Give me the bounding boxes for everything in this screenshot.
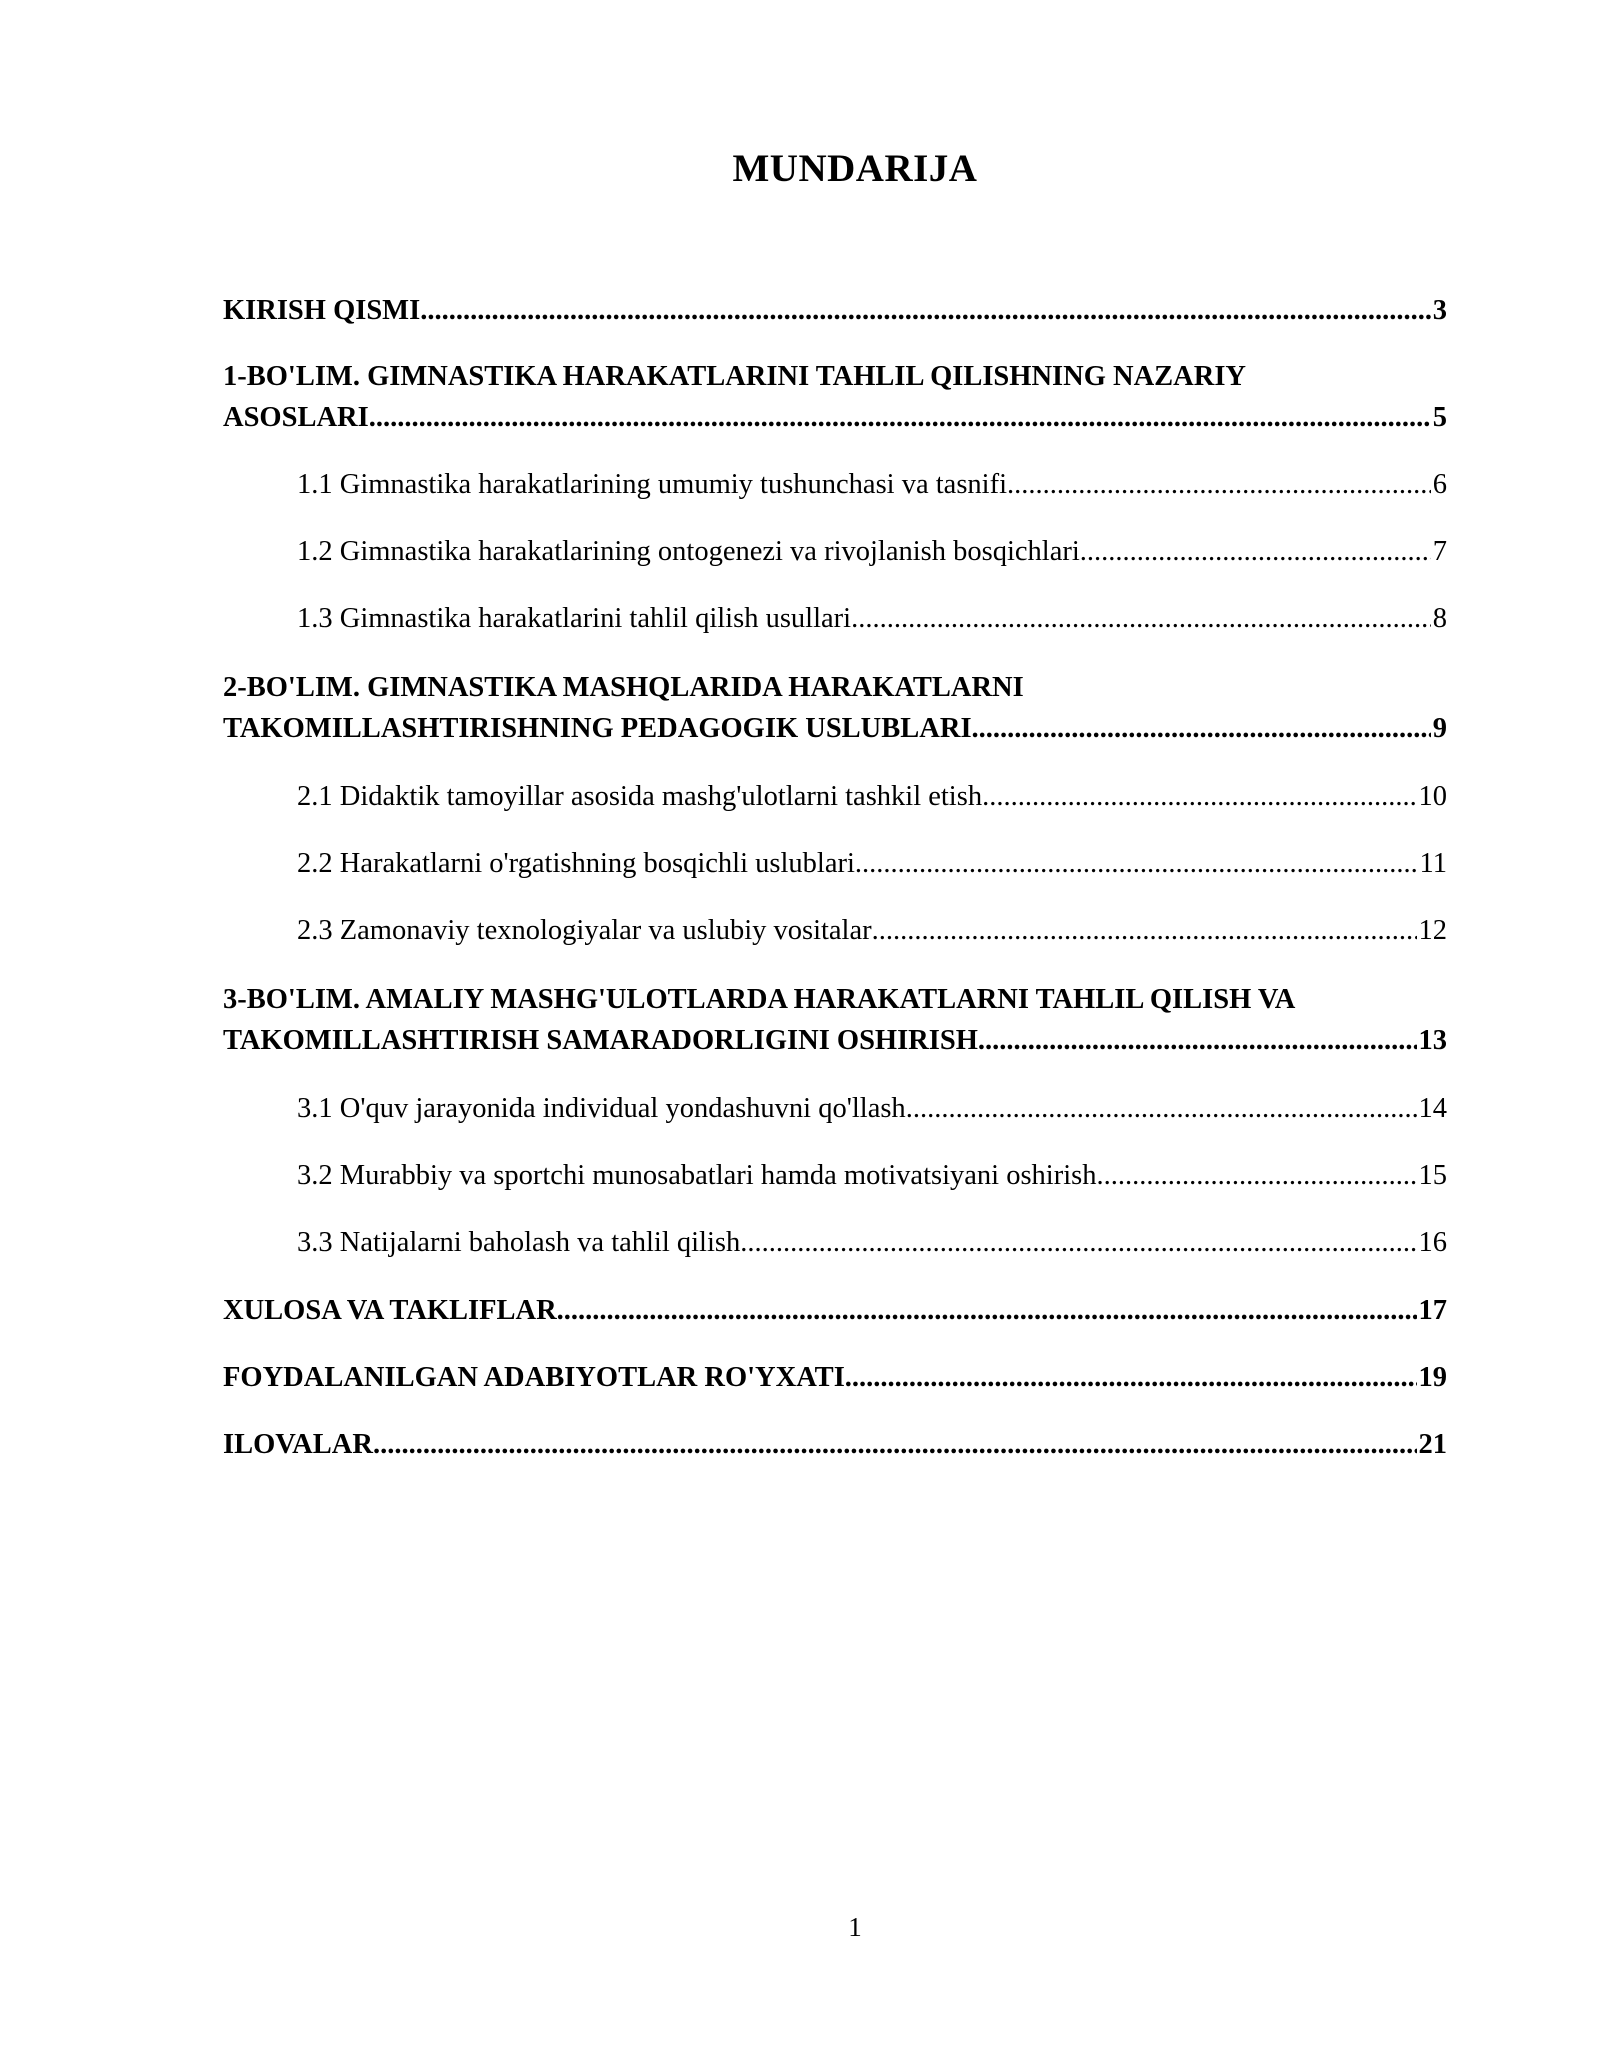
toc-page-number: 11 [1419,848,1447,879]
toc-dot-leader [851,598,1431,639]
toc-entry-label: TAKOMILLASHTIRISHNING PEDAGOGIK USLUBLARI [223,713,972,744]
toc-dot-leader [1080,531,1431,572]
page-number: 1 [848,1912,862,1942]
toc-page-number: 17 [1418,1295,1447,1326]
toc-entry-label-line-1: 1-BO'LIM. GIMNASTIKA HARAKATLARINI TAHLIL QILISHNING NAZARIY [223,361,1247,392]
toc-entry-ilovalar[interactable] [223,1424,1447,1465]
toc-entry-3-2[interactable] [297,1155,1447,1196]
toc-page-number: 12 [1418,915,1447,946]
toc-dot-leader [740,1222,1416,1263]
toc-entry-chapter-2[interactable] [223,667,1447,749]
toc-dot-leader [1007,464,1431,505]
toc-entry-3-1[interactable] [297,1088,1447,1129]
toc-entry-chapter-1[interactable] [223,356,1447,438]
toc-entry-label: 1.3 Gimnastika harakatlarini tahlil qilish usullari [297,603,852,634]
toc-entry-1-1[interactable] [297,464,1447,505]
toc-page-number: 3 [1432,295,1447,326]
toc-entry-label: KIRISH QISMI [223,295,421,326]
toc-entry-2-1[interactable] [297,776,1447,817]
toc-page-number: 6 [1432,469,1447,500]
toc-dot-leader [906,1088,1417,1129]
toc-dot-leader [972,708,1431,749]
toc-dot-leader [845,1357,1417,1398]
toc-page-number: 21 [1418,1429,1447,1460]
toc-entry-label: 3.1 O'quv jarayonida individual yondashuvni qo'llash [297,1093,906,1124]
toc-entry-1-2[interactable] [297,531,1447,572]
toc-dot-leader [872,910,1417,951]
toc-entry-2-2[interactable] [297,843,1447,884]
toc-dot-leader [420,290,1431,331]
toc-dot-leader [557,1290,1417,1331]
toc-page-number: 14 [1418,1093,1447,1124]
toc-page-number: 8 [1432,603,1447,634]
toc-entry-2-3[interactable] [297,910,1447,951]
toc-entry-label: TAKOMILLASHTIRISH SAMARADORLIGINI OSHIRISH [223,1025,978,1056]
toc-dot-leader [978,1020,1417,1061]
toc-entry-adabiyotlar[interactable] [223,1357,1447,1398]
toc-entry-1-3[interactable] [297,598,1447,639]
toc-page-number: 5 [1432,402,1447,433]
toc-entry-label: 1.1 Gimnastika harakatlarining umumiy tushunchasi va tasnifi [297,469,1007,500]
toc-entry-label: ASOSLARI [223,402,369,433]
toc-entry-chapter-3[interactable] [223,979,1447,1061]
toc-entry-label: 2.1 Didaktik tamoyillar asosida mashg'ulotlarni tashkil etish [297,781,983,812]
toc-entry-3-3[interactable] [297,1222,1447,1263]
toc-page-number: 19 [1418,1362,1447,1393]
toc-page-number: 16 [1418,1227,1447,1258]
toc-dot-leader [369,397,1431,438]
toc-entry-label: 3.2 Murabbiy va sportchi munosabatlari hamda motivatsiyani oshirish [297,1160,1097,1191]
toc-entry-label: 1.2 Gimnastika harakatlarining ontogenezi va rivojlanish bosqichlari [297,536,1080,567]
toc-page-number: 15 [1418,1160,1447,1191]
toc-entry-label-line-1: 3-BO'LIM. AMALIY MASHG'ULOTLARDA HARAKATLARNI TAHLIL QILISH VA [223,984,1296,1015]
toc-entry-label: ILOVALAR [223,1429,373,1460]
toc-entry-label: 3.3 Natijalarni baholash va tahlil qilish [297,1227,741,1258]
toc-page-number: 13 [1418,1025,1447,1056]
toc-dot-leader [982,776,1416,817]
toc-entry-label: 2.2 Harakatlarni o'rgatishning bosqichli uslublari [297,848,855,879]
toc-entry-label: 2.3 Zamonaviy texnologiyalar va uslubiy vositalar [297,915,872,946]
toc-entry-label-line-1: 2-BO'LIM. GIMNASTIKA MASHQLARIDA HARAKATLARNI [223,672,1024,703]
toc-page-number: 7 [1432,536,1447,567]
toc-page-number: 9 [1432,713,1447,744]
toc-page-number: 10 [1418,781,1447,812]
page-title: MUNDARIJA [732,147,978,190]
toc-entry-kirish[interactable] [223,290,1447,331]
toc-entry-xulosa[interactable] [223,1290,1447,1331]
toc-entry-label: FOYDALANILGAN ADABIYOTLAR RO'YXATI [223,1362,845,1393]
toc-dot-leader [855,843,1418,884]
toc-entry-label: XULOSA VA TAKLIFLAR [223,1295,557,1326]
toc-dot-leader [1096,1155,1416,1196]
toc-dot-leader [373,1424,1417,1465]
